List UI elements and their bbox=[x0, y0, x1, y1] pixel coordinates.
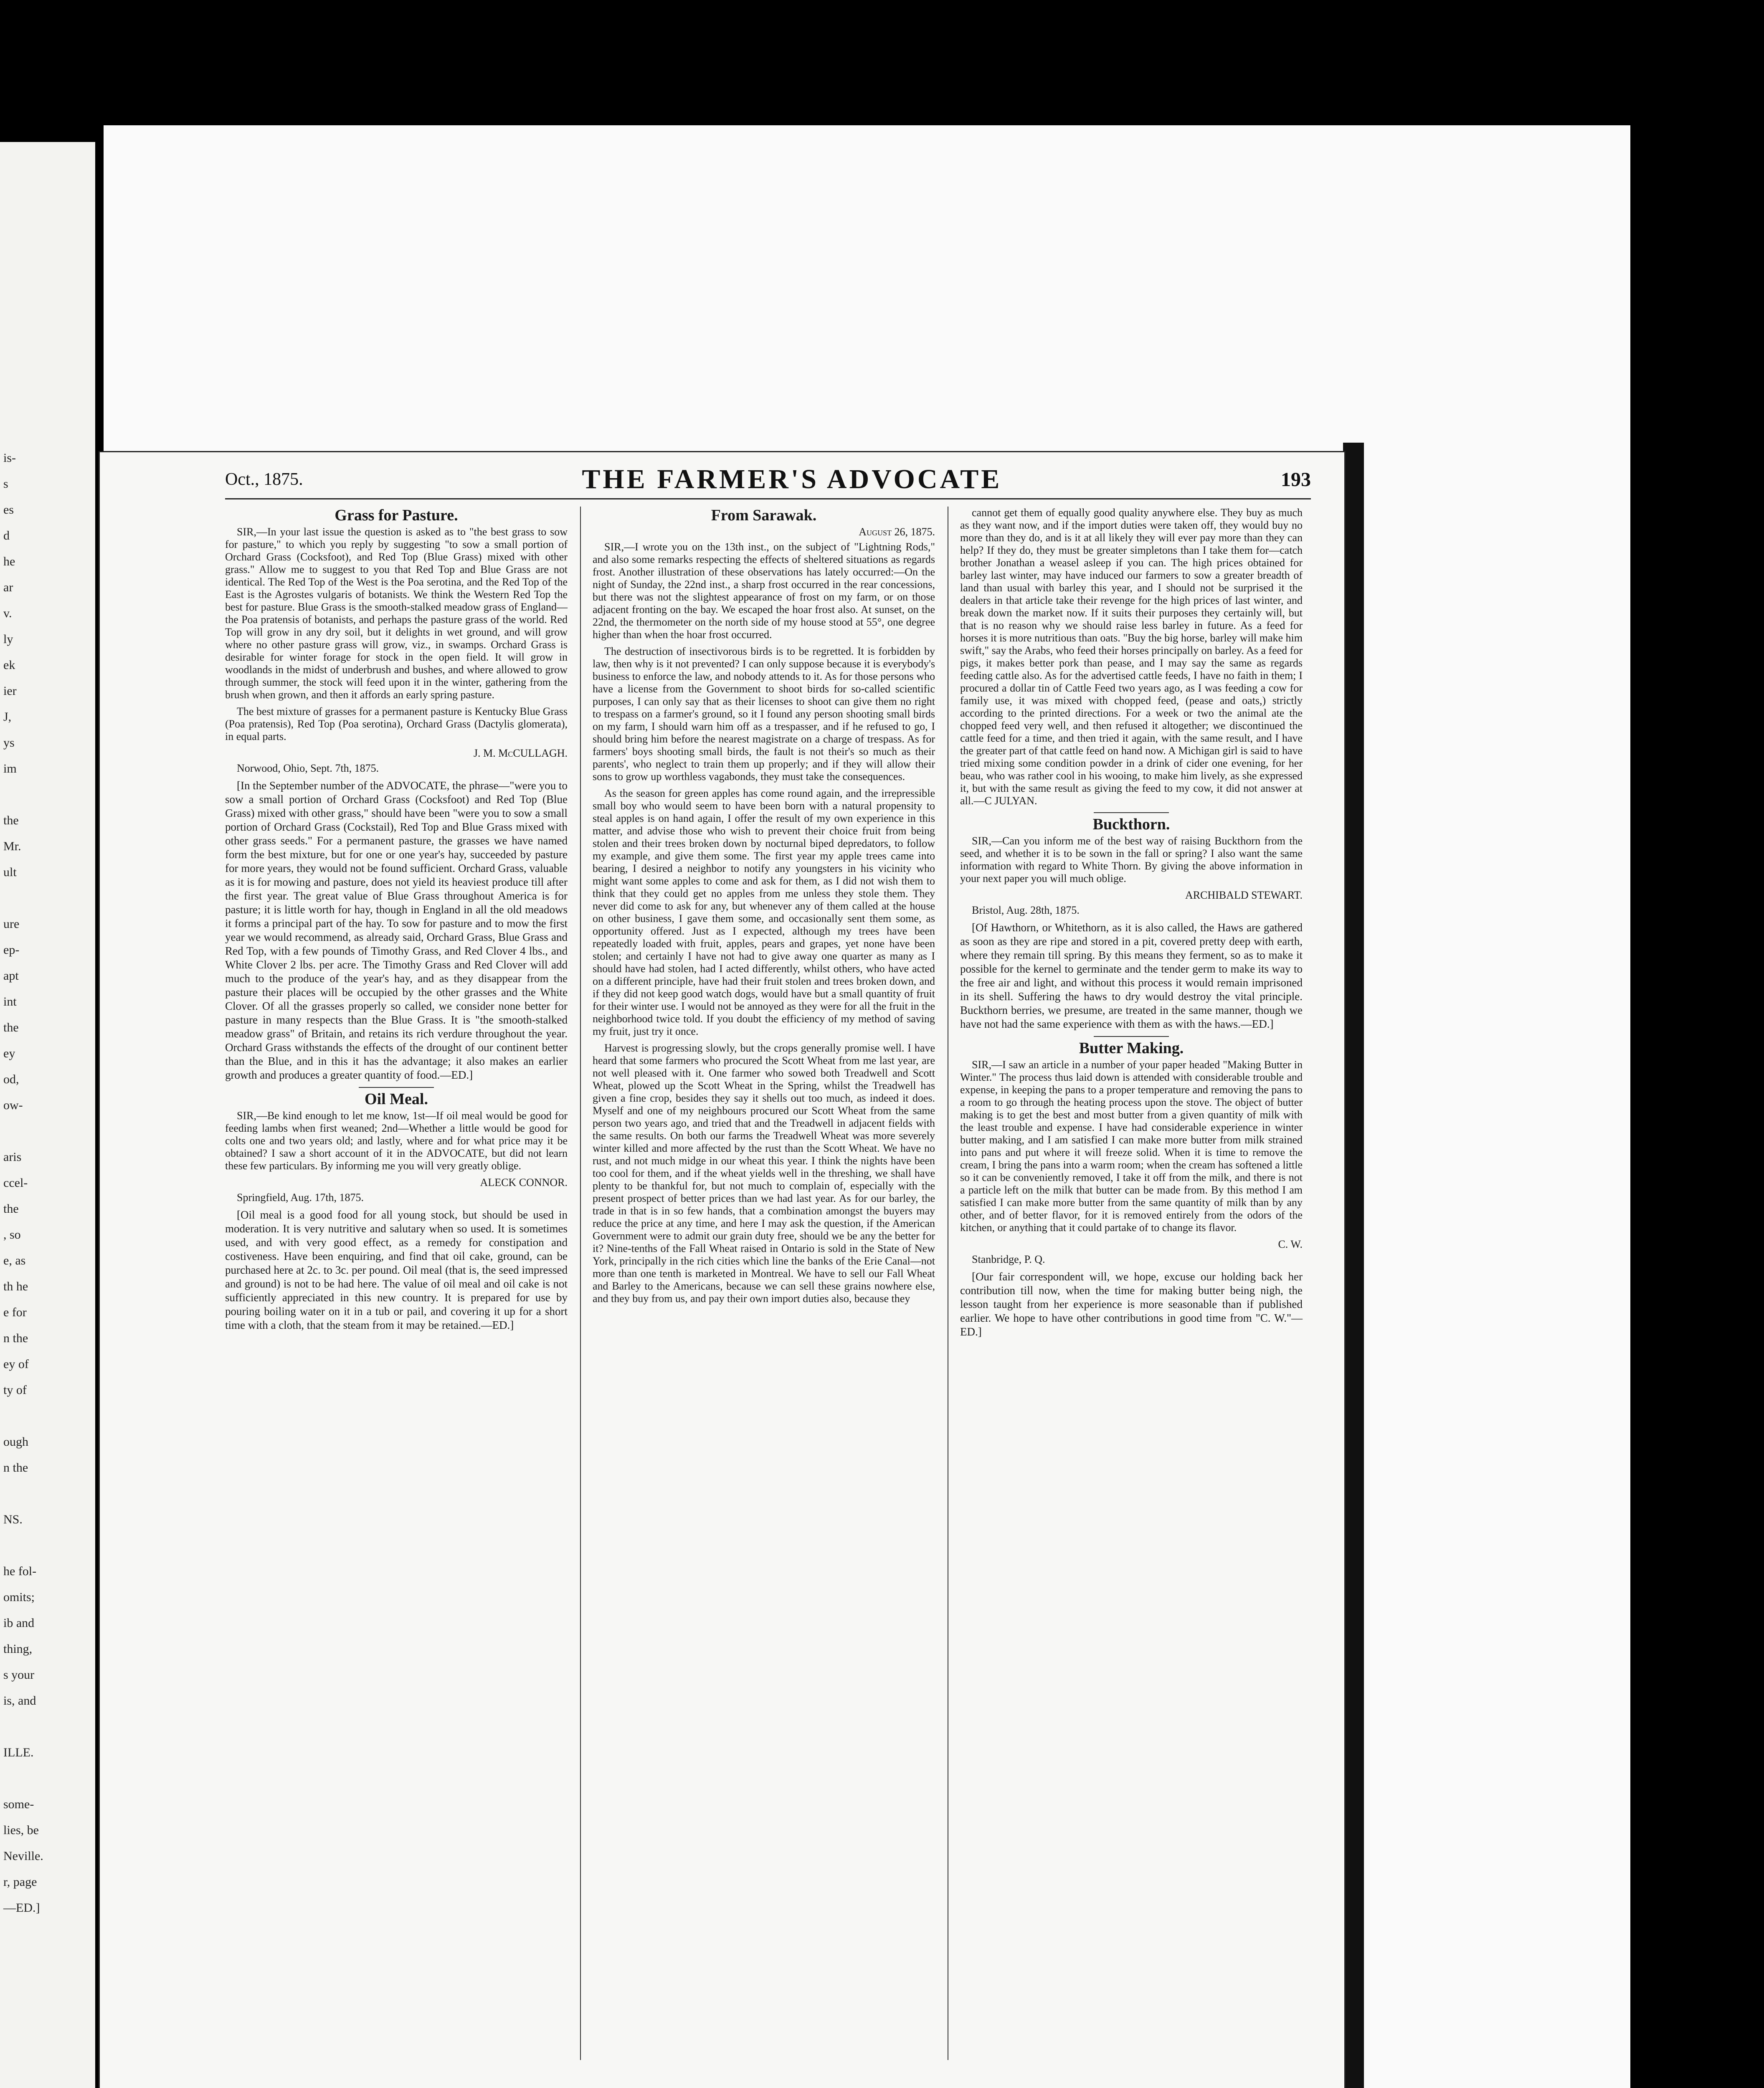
signature: ARCHIBALD STEWART. bbox=[1185, 889, 1303, 901]
letter-body: SIR,—Be kind enough to let me know, 1st—If oil meal would be good for feeding lambs when first weaned; 2nd—Whether a little would be good for colts one and two years old; and lastly, where and for what price may it be obtained? I saw a short account of it in the ADVOCATE, but did not learn these few particulars. By informing me you will very greatly oblige. bbox=[225, 1110, 568, 1172]
fragment-text-line: —ED.] bbox=[3, 1901, 40, 1915]
fragment-text-line: ure bbox=[3, 917, 20, 931]
article-title-butter-making: Butter Making. bbox=[1079, 1039, 1184, 1057]
fragment-text-line: ccel- bbox=[3, 1176, 28, 1190]
fragment-text-line: th he bbox=[3, 1280, 28, 1293]
letter-body: As the season for green apples has come round again, and the irrepressible small boy who would seem to have been born with a natural propensity to steal apples is on hand again, I offer the result of my own experience in this matter, and advise those who wish to prevent their choice fruit from being stolen and their trees broken down by nocturnal biped depredators, to follow my example, and give them some. The first year my apple trees came into bearing, I desired a neighbor to notify any youngsters in his vicinity who might want some apples to come and ask for them, as I did not wish them to think that they could get no apples from me unless they stole them. They never did come to ask for any, but whenever any of them called at the house on other business, I gave them some, and occasionally sent them some, as opportunity offered. Just as I expected, although my trees have been repeatedly loaded with fruit, apples, pears and grapes, yet none have been stolen; and certainly I have not had to give away one quarter as many as I should have had stolen, had I acted differently, whilst others, who have acted on a different principle, have had their fruit stolen and trees broken down, and if they did not keep good watch dogs, would have but a small quantity of fruit for their winter use. I would not be annoyed as they were for all the fruit in the neighborhood twice told. If you doubt the efficiency of my method of saving my fruit, just try it once. bbox=[593, 787, 935, 1037]
fragment-text-line: e for bbox=[3, 1305, 27, 1319]
fragment-text-line: omits; bbox=[3, 1590, 35, 1604]
fragment-text-line: d bbox=[3, 529, 10, 542]
fragment-text-line: r, page bbox=[3, 1875, 37, 1889]
editor-reply: [Of Hawthorn, or Whitethorn, as it is also called, the Haws are gathered as soon as they are ripe and stored in a pit, covered pretty deep with earth, where they remain till spring. By this means they ferment, so as to make it possible for the kernel to germinate and the tender germ to make its way to the free air and light, and without this process it would remain imprisoned in its shell. Suffering the haws to dry would destroy the vital principle. Buckthorn berries, we presume, are treated in the same manner, though we have not had the same experience with them as with the haws.—ED.] bbox=[960, 921, 1303, 1030]
fragment-text-line: ier bbox=[3, 684, 17, 698]
signature: C. W. bbox=[1278, 1238, 1303, 1250]
fragment-text-line: im bbox=[3, 762, 17, 775]
fragment-text-line: some- bbox=[3, 1797, 34, 1811]
fragment-text-line: , so bbox=[3, 1228, 21, 1242]
fragment-text-line: ar bbox=[3, 580, 13, 594]
page-header bbox=[225, 461, 1311, 499]
fragment-text-line: Neville. bbox=[3, 1849, 43, 1863]
column-rule bbox=[580, 507, 581, 2060]
fragment-text-line: the bbox=[3, 1021, 19, 1034]
article-title-buckthorn: Buckthorn. bbox=[1092, 816, 1170, 833]
dateline: Stanbridge, P. Q. bbox=[972, 1253, 1045, 1265]
fragment-text-line: ey of bbox=[3, 1357, 29, 1371]
facing-page-fragment bbox=[0, 142, 95, 2088]
editor-reply: [Our fair correspondent will, we hope, excuse our holding back her contribution till now, when the time for making butter being nigh, the lesson taught from her experience is more seasonable than if published earlier. We hope to have other contributions in good time from "C. W."—ED.] bbox=[960, 1270, 1303, 1338]
fragment-text-line: es bbox=[3, 503, 14, 517]
fragment-text-line: Mr. bbox=[3, 839, 21, 853]
fragment-text-line: the bbox=[3, 813, 19, 827]
editor-reply: [Oil meal is a good food for all young stock, but should be used in moderation. It is very nutritive and salutary when so used. It is sometimes used, and with very good effect, as a remedy for constipation and costiveness. Have been enquiring, and find that oil cake, ground, can be purchased here at 2c. to 3c. per pound. Oil meal (that is, the seed impressed and ground) is not to be had here. The value of oil meal and oil cake is not sufficiently appreciated in this new country. It is prepared for use by pouring boiling water on it in a tub or pail, and covering it up for a short time with a cloth, that the steam from it may be retained.—ED.] bbox=[225, 1209, 568, 1331]
fragment-text-line: is- bbox=[3, 451, 16, 465]
fragment-text-line: is, and bbox=[3, 1694, 36, 1708]
fragment-text-line: n the bbox=[3, 1461, 28, 1475]
fragment-text-line: aris bbox=[3, 1150, 22, 1164]
fragment-text-line: s your bbox=[3, 1668, 35, 1682]
fragment-text-line: he fol- bbox=[3, 1564, 37, 1578]
letter-body: SIR,—I saw an article in a number of your paper headed "Making Butter in Winter." The process thus laid down is attended with considerable trouble and expense, in keeping the pans to a proper temperature and removing the pans to a room to go through the heating process upon the stove. The object of butter making is to get the best and most butter from a given quantity of milk with the least trouble and expense. I have had considerable experience in winter butter making, and I am satisfied I can make more butter from milk strained into pans and put where it will freeze solid. When it is time to remove the cream, I bring the pans into a warm room; when the cream has softened a little so it can be conveniently removed, I take it off from the milk, and there is not a particle left on the milk that butter can be made from. By this method I am satisfied I can make more butter from the same quantity of milk than by any other, and of better flavor, for it is removed entirely from the odors of the kitchen, or anything that it could partake of to change its flavor. bbox=[960, 1059, 1303, 1234]
masthead-title: THE FARMER'S ADVOCATE bbox=[582, 464, 1002, 494]
section-divider bbox=[359, 1087, 434, 1088]
dateline: Norwood, Ohio, Sept. 7th, 1875. bbox=[237, 762, 379, 774]
fragment-text-line: ow- bbox=[3, 1098, 23, 1112]
column-3 bbox=[960, 507, 1303, 1343]
article-title-sarawak: From Sarawak. bbox=[711, 507, 817, 524]
letter-body: cannot get them of equally good quality anywhere else. They buy as much as they want now, and if the import duties were taken off, they would buy no more than they do, and is it at all likely they will ever pay more than they can help? If they do, they must be greater simpletons than I take them for—catch brother Jonathan a weasel asleep if you can. The high prices obtained for barley last winter, may have induced our farmers to sow a greater breadth of land than usual with barley this year, and I should not be surprised it the dealers in that article take their revenge for the high prices of last winter, and break down the market now. If it suits their purposes they certainly will, but that is no reason why we should raise less barley in future. As a feed for horses it is more nutritious than oats. "Buy the big horse, barley will make him swift," say the Arabs, who feed their horses principally on barley. As a feed for pigs, it makes better pork than pease, and I may say the same as regards feeding cattle also. As for the advertised cattle feeds, I have no faith in them; I procured a dollar tin of Cattle Feed two years ago, as I was feeding a cow for family use, it was mixed with chopped feed, (pease and oats,) strictly according to the printed directions. For a week or two the animal ate the chopped feed very well, and then refused it altogether; we discontinued the cattle feed for a time, and then tried it again, with the same result, and I have the greater part of that cattle feed on hand now. A Michigan girl is said to have tried mixing some condition powder in a drink of cider one evening, for her beau, who was rather cool in his wooing, to make him lively, as she expressed it, but with the same result as giving the feed to my cow, it did not answer at all.—C JULYAN. bbox=[960, 507, 1303, 807]
fragment-text-line: lies, be bbox=[3, 1823, 39, 1837]
fragment-text-line: s bbox=[3, 477, 8, 491]
article-title-grass: Grass for Pasture. bbox=[335, 507, 458, 524]
fragment-text-line: ult bbox=[3, 865, 17, 879]
fragment-text-line: ep- bbox=[3, 943, 20, 957]
section-divider bbox=[1094, 1036, 1169, 1037]
editor-reply: [In the September number of the ADVOCATE, the phrase—"were you to sow a small portion of Orchard Grass (Cocksfoot) and Red Top (Blue Grass) mixed with other grass," should have been "were you to sow a small portion of Orchard Grass (Cockstail), Red Top and Blue Grass mixed with other grass seeds." For a permanent pasture, the grasses we have named form the best mixture, but for one or one year's hay, succeeded by pasture for more years, they would not be found sufficient. Orchard Grass, valuable as it is for mowing and pasture, does not yield its heaviest produce till after the first year. The great value of Blue Grass throughout America is for pasture; it is little worth for hay, though in England in all the old meadows it forms a principal part of the hay. To sow for pasture and to mow the first year we would recommend, as already said, Orchard Grass, Blue Grass and Red Top, with a few pounds of Timothy Grass, and Red Clover 4 lbs., and White Clover 2 lbs. per acre. The Timothy Grass and Red Clover will add much to the produce of the year's hay, and as they disappear from the pasture their places will be occupied by the other grasses and the White Clover. Of all the grasses properly so called, we consider none better for pasture in many respects than the Blue Grass. It is "the smooth-stalked meadow grass" of Britain, and retains its rich verdure throughout the year. Orchard Grass withstands the effects of the drought of our continent better than the Blue, and in this it has the advantage; it also makes an earlier growth and produces a greater quantity of food.—ED.] bbox=[225, 779, 568, 1081]
letter-body: The best mixture of grasses for a permanent pasture is Kentucky Blue Grass (Poa pratensis), Red Top (Poa serotina), Orchard Grass (Dactylis glomerata), in equal parts. bbox=[225, 705, 568, 742]
fragment-text-line: he bbox=[3, 555, 15, 568]
fragment-text-line: apt bbox=[3, 969, 19, 983]
film-border-top bbox=[0, 0, 1764, 125]
page-edge-shadow bbox=[1343, 443, 1364, 2088]
fragment-text-line: ib and bbox=[3, 1616, 35, 1630]
dateline: August 26, 1875. bbox=[859, 526, 935, 538]
letter-body: The destruction of insectivorous birds is to be regretted. It is forbidden by law, then why is it not prevented? I can only suppose because it is everybody's business to enforce the law, and nobody attends to it. As for those persons who have a license from the Government to shoot birds for so-called scientific purposes, I can only say that as their licenses to shoot can give them no right to trespass on a farmer's ground, so it I found any person shooting small birds on my farm, I should warn him off as a trespasser, and if he refused to go, I should bring him before the nearest magistrate on a charge of trespass. As for farmers' boys shooting small birds, the fault is not their's so much as their parents', who neglect to train them up properly; and if they will allow their sons to grow up worthless vagabonds, they must take the consequences. bbox=[593, 645, 935, 783]
issue-date: Oct., 1875. bbox=[225, 470, 303, 489]
fragment-text-line: ty of bbox=[3, 1383, 27, 1397]
fragment-text-line: int bbox=[3, 995, 17, 1009]
fragment-text-line: the bbox=[3, 1202, 19, 1216]
fragment-text-line: e, as bbox=[3, 1254, 26, 1267]
letter-body: SIR,—I wrote you on the 13th inst., on the subject of "Lightning Rods," and also some remarks respecting the effects of sheltered situations as regards frost. Another illustration of these observations has lately occurred:—On the night of Sunday, the 22nd inst., a sharp frost occurred in the rear concessions, but there was not the slightest appearance of frost on my farm, or on those adjacent fronting on the bay. We escaped the hoar frost also. At sunset, on the 22nd, the thermometer on the north side of my house stood at 55°, one degree higher than when the hoar frost occurred. bbox=[593, 541, 935, 641]
signature: ALECK CONNOR. bbox=[480, 1176, 568, 1188]
section-divider bbox=[1094, 812, 1169, 813]
newspaper-page bbox=[99, 451, 1346, 2088]
film-border-right bbox=[1630, 0, 1764, 2088]
fragment-text-line: ly bbox=[3, 632, 13, 646]
signature: J. M. McCULLAGH. bbox=[473, 747, 568, 759]
article-title-oil-meal: Oil Meal. bbox=[365, 1090, 428, 1108]
dateline: Bristol, Aug. 28th, 1875. bbox=[972, 904, 1080, 916]
fragment-text-line: ek bbox=[3, 658, 15, 672]
fragment-text-line: od, bbox=[3, 1072, 19, 1086]
fragment-text-line: n the bbox=[3, 1331, 28, 1345]
fragment-text-line: J, bbox=[3, 710, 12, 724]
column-1 bbox=[225, 507, 568, 1336]
letter-body: SIR,—Can you inform me of the best way of raising Buckthorn from the seed, and whether it is to be sown in the fall or spring? I also want the same information with regard to White Thorn. By giving the above information in your next paper you will much oblige. bbox=[960, 835, 1303, 884]
fragment-text-line: ILLE. bbox=[3, 1746, 34, 1759]
fragment-text-line: thing, bbox=[3, 1642, 33, 1656]
letter-body: Harvest is progressing slowly, but the crops generally promise well. I have heard that some farmers who procured the Scott Wheat from me last year, are not well pleased with it. One farmer who sowed both Treadwell and Scott Wheat, plowed up the Scott Wheat in the Spring, whilst the Treadwell has given a fine crop, besides they say it shells out too much, as indeed it does. Myself and one of my neighbours procured our Scott Wheat from the same person two years ago, and tried that and the Treadwell in adjacent fields with the same results. On both our farms the Treadwell Wheat was more severely winter killed and more affected by the rust than the Scott Wheat. We have no rust, and not much midge in our wheat this year. I think the nights have been too cool for them, and if the wheat yields well in the threshing, we shall have plenty to be thankful for, but not much to complain of, especially with the present prospect of better prices than we had last year. As for our barley, the trade in that is in so few hands, that a combination amongst the buyers may reduce the price at any time, and here I may ask the question, if the American Government were to admit our grain duty free, should we be any the better for it? Nine-tenths of the Fall Wheat raised in Ontario is sold in the State of New York, principally in the rich cities which line the banks of the Erie Canal—not more than one tenth is marketed in Montreal. We have to sell our Fall Wheat and Barley to the Americans, because we can sell these grains nowhere else, and they buy from us, and pay their own import duties also, because they bbox=[593, 1042, 935, 1305]
fragment-text-line: ough bbox=[3, 1435, 28, 1449]
page-number: 193 bbox=[1280, 468, 1311, 491]
fragment-text-line: ey bbox=[3, 1047, 15, 1060]
fragment-text-line: v. bbox=[3, 606, 12, 620]
dateline: Springfield, Aug. 17th, 1875. bbox=[237, 1191, 364, 1204]
letter-body: SIR,—In your last issue the question is asked as to "the best grass to sow for pasture," to which you reply by suggesting "to sow a small portion of Orchard Grass (Cocksfoot), and Red Top (Blue Grass) mixed with other grass." Allow me to suggest to you that Red Top and Blue Grass are not identical. The Red Top of the West is the Poa serotina, and the Red Top of the East is the Agrostes vulgaris of botanists. We think the Western Red Top the best for pasture. Blue Grass is the smooth-stalked meadow grass of England—the Poa pratensis of botanists, and perhaps the pasture grass of the world. Red Top will grow in any dry soil, but it delights in wet ground, and will grow where no other pasture grass will grow, viz., in swamps. Orchard Grass is desirable for winter forage for stock in the open field. It will grow in woodlands in the midst of underbrush and bushes, and where allowed to grow through summer, the stock will feed upon it in the winter, gathering from the brush when grown, and then it affords an early spring pasture. bbox=[225, 526, 568, 701]
fragment-text-line: ys bbox=[3, 736, 15, 750]
fragment-text-line: NS. bbox=[3, 1513, 23, 1526]
column-2 bbox=[593, 507, 935, 1309]
